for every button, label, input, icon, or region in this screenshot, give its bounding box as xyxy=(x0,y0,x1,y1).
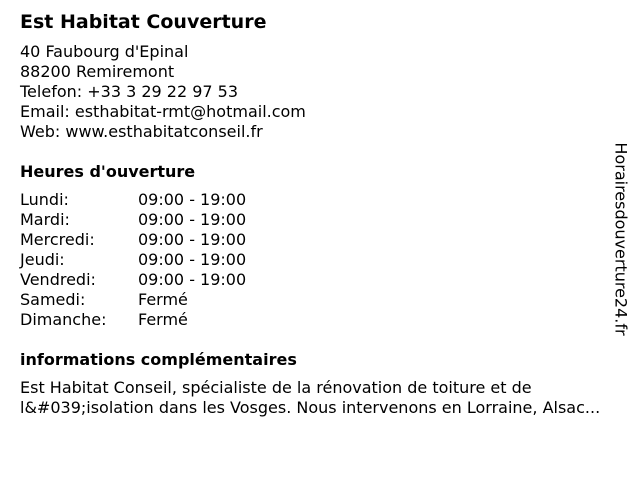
hours-time: 09:00 - 19:00 xyxy=(138,190,247,209)
hours-day: Samedi: xyxy=(20,290,86,309)
hours-row-saturday xyxy=(20,290,610,310)
hours-time: 09:00 - 19:00 xyxy=(138,270,247,289)
hours-day: Lundi: xyxy=(20,190,69,209)
hours-row-sunday xyxy=(20,310,610,330)
business-card xyxy=(20,10,610,418)
address-line-city: 88200 Remiremont xyxy=(20,62,175,81)
hours-row-friday xyxy=(20,270,610,290)
address-line-street: 40 Faubourg d'Epinal xyxy=(20,42,189,61)
hours-row-wednesday xyxy=(20,230,610,250)
email-line: Email: esthabitat-rmt@hotmail.com xyxy=(20,102,306,121)
hours-time: 09:00 - 19:00 xyxy=(138,250,247,269)
hours-time: Fermé xyxy=(138,290,188,309)
info-heading: informations complémentaires xyxy=(20,350,297,369)
hours-day: Mercredi: xyxy=(20,230,95,249)
hours-day: Mardi: xyxy=(20,210,70,229)
info-description: Est Habitat Conseil, spécialiste de la rénovation de toiture et de l&#039;isolation dans les Vosges. Nous intervenons en Lorraine, Alsac... xyxy=(20,378,601,417)
web-line: Web: www.esthabitatconseil.fr xyxy=(20,122,263,141)
hours-day: Dimanche: xyxy=(20,310,107,329)
contact-block xyxy=(20,42,610,142)
phone-line: Telefon: +33 3 29 22 97 53 xyxy=(20,82,239,101)
hours-time: Fermé xyxy=(138,310,188,329)
hours-day: Vendredi: xyxy=(20,270,96,289)
site-watermark xyxy=(604,134,638,344)
hours-row-tuesday xyxy=(20,210,610,230)
hours-time: 09:00 - 19:00 xyxy=(138,230,247,249)
hours-row-thursday xyxy=(20,250,610,270)
hours-table xyxy=(20,190,610,330)
hours-row-monday xyxy=(20,190,610,210)
business-name: Est Habitat Couverture xyxy=(20,11,267,33)
hours-time: 09:00 - 19:00 xyxy=(138,210,247,229)
hours-heading: Heures d'ouverture xyxy=(20,162,196,181)
watermark-text: Horairesdouverture24.fr xyxy=(612,142,632,336)
hours-day: Jeudi: xyxy=(20,250,65,269)
